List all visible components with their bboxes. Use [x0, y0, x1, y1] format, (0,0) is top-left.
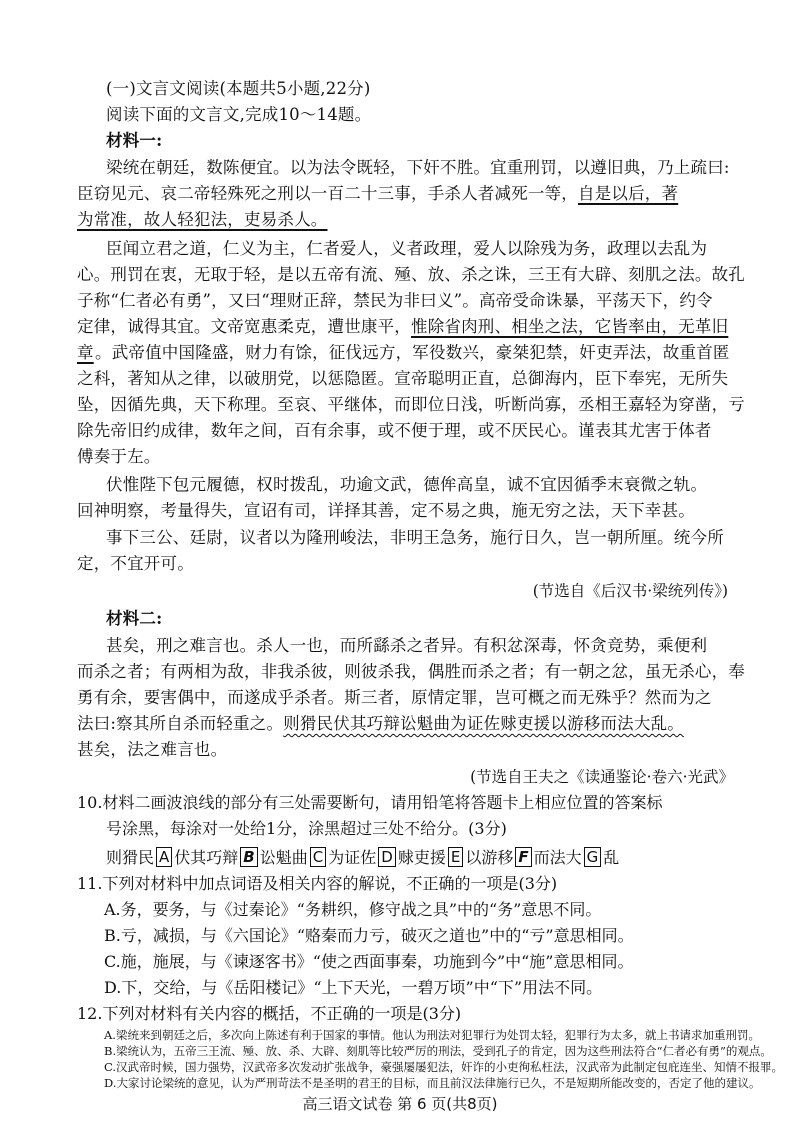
- q10-segment: 伏其巧辩: [174, 848, 239, 867]
- q10-box-d[interactable]: D: [378, 847, 396, 867]
- section-instruction: 阅读下面的文言文,完成10～14题。: [106, 105, 372, 124]
- material1-line: 心。刑罚在衷，无取于轻，是以五帝有流、殛、放、杀之诛，三王有大辟、刻肌之法。故孔: [77, 265, 745, 284]
- q10-segment: 以游移: [465, 848, 514, 867]
- underlined-sentence-part2-end: 章: [77, 343, 94, 362]
- q11-option-c[interactable]: C.施，施展，与《谏逐客书》“使之西面事秦，功施到今”中“施”意思相同。: [104, 952, 634, 971]
- material2-source: (节选自王夫之《读通鉴论·卷六·光武》: [470, 768, 734, 786]
- q12-option-b-line: B.梁统认为，五帝三王流、殛、放、杀、大辟、刻肌等比较严厉的刑法，受到孔子的肯: [104, 1044, 542, 1058]
- q10-stem: 10.材料二画波浪线的部分有三处需要断句，请用铅笔将答题卡上相应位置的答案标: [77, 793, 663, 812]
- material1-line: [77, 181, 678, 207]
- material2-label: 材料二:: [106, 609, 163, 628]
- q12-option-a-line: 处罚太轻，犯罪行为太多，就上书请求加重刑罚。: [506, 1028, 760, 1042]
- q12-option-c-line: 私枉法，汉武帝为此制定包庇连坐、知情不报罪。: [530, 1060, 784, 1074]
- q12-option-d-line: 已久，不是短期所能改变的，否定了他的建议。: [518, 1076, 761, 1090]
- q12-option-b[interactable]: [104, 1043, 772, 1059]
- material1-text: 臣窃见元、哀二帝轻殊死之刑以一百二十三事，手杀人者减死一等，: [77, 184, 578, 203]
- q10-segment: 乱: [603, 848, 620, 867]
- section-heading: (一)文言文阅读(本题共5小题,22分): [106, 79, 371, 98]
- q10-box-c[interactable]: C: [310, 847, 326, 867]
- material2-line: [77, 711, 684, 737]
- q12-option-b-line: 定，因为这些刑法符合“仁者必有勇”的观点。: [541, 1044, 772, 1058]
- q11-option-b[interactable]: B.亏，减损，与《六国论》“赂秦而力亏，破灭之道也”中的“亏”意思相同。: [104, 926, 634, 945]
- material2-line: 甚矣，刑之难言也。杀人一也，而所繇杀之者异。有积忿深毒，怀贪竞势，乘便利: [106, 636, 708, 655]
- q10-box-e[interactable]: E: [448, 847, 463, 867]
- q12-option-a[interactable]: [104, 1027, 760, 1043]
- q12-option-c-line: C.汉武帝时候，国力强势，汉武帝多次发动扩张战争，豪强屡屡犯法，奸诈的小吏徇: [104, 1060, 531, 1074]
- page-footer: 高三语文试卷 第 6 页(共8页): [302, 1095, 498, 1113]
- q10-segment: 则猾民: [106, 848, 155, 867]
- q10-segment: 为证佐: [328, 848, 377, 867]
- material1-label: 材料一:: [106, 131, 163, 150]
- material1-line: 事下三公、廷尉，议者以为隆刑峻法，非明王急务，施行日久，岂一朝所厘。统今所: [106, 528, 724, 547]
- q12-option-c[interactable]: [104, 1059, 783, 1075]
- q12-option-d-line: D.大家讨论梁统的意见，认为严刑苛法不是圣明的君王的目标，而且前汉法律施行: [104, 1076, 519, 1090]
- q12-option-d[interactable]: [104, 1075, 760, 1091]
- material2-text: 法曰:察其所自杀而轻重之。: [77, 714, 284, 733]
- material2-line: 甚矣，法之难言也。: [77, 740, 228, 759]
- material2-line: 而杀之者；有两相为敌，非我杀彼，则彼杀我，偶胜而杀之者；有一朝之忿，虽无杀心，奉: [77, 662, 745, 681]
- q10-box-f[interactable]: F: [515, 847, 531, 867]
- material1-line: 定，不宜开可。: [77, 554, 194, 573]
- q11-option-a[interactable]: A.务，要务，与《过秦论》“务耕织，修守战之具”中的“务”意思不同。: [104, 900, 602, 919]
- material1-text: 定律，诚得其宜。文帝宽惠柔克，遭世康平，: [77, 317, 411, 336]
- material1-line: 伏惟陛下包元履德，权时拨乱，功逾文武，德侔高皇，诚不宜因循季末衰微之轨。: [106, 475, 708, 494]
- underlined-sentence-part2: 惟除省肉刑、相坐之法，它皆率由，无革旧: [411, 317, 729, 336]
- material1-line: [77, 314, 728, 340]
- underlined-sentence-part1-end: 为常准，故人轻犯法，吏易杀人。: [77, 210, 328, 229]
- material1-line: [77, 340, 730, 366]
- material1-line: 梁统在朝廷，数陈便宜。以为法令既轻，下奸不胜。宜重刑罚，以遵旧典，乃上疏曰:: [106, 158, 730, 177]
- q10-segment: 而法大: [533, 848, 582, 867]
- underlined-sentence-part1: 自是以后，著: [578, 184, 679, 203]
- material2-line: 勇有余，要害偶中，而遂成乎杀者。斯三者，原情定罪，岂可概之而无殊乎？然而为之: [77, 688, 712, 707]
- material1-line: 除先帝旧约成律，数年之间，百有余事，或不便于理，或不厌民心。谨表其尤害于体者: [77, 421, 712, 440]
- q10-answer-row: [106, 845, 619, 871]
- material1-line: 傅奏于左。: [77, 447, 161, 466]
- material1-line: 坠，因循先典，天下称理。至哀、平继体，而即位日浅，听断尚寡，丞相王嘉轻为穿凿，亏: [77, 395, 745, 414]
- material1-text: 。武帝值中国隆盛，财力有馀，征伐远方，军役数兴，豪桀犯禁，奸吏弄法，故重首匿: [95, 343, 730, 362]
- q11-stem: 11.下列对材料中加点词语及相关内容的解说，不正确的一项是(3分): [77, 874, 558, 893]
- q11-option-d[interactable]: D.下，交给，与《岳阳楼记》“上下天光，一碧万顷”中“下”用法不同。: [104, 978, 603, 997]
- q10-box-b[interactable]: B: [240, 847, 257, 867]
- wavy-underlined-sentence: 则猾民伏其巧辩讼魁曲为证佐赇吏援以游移而法大乱。: [283, 714, 684, 733]
- q10-box-g[interactable]: G: [584, 847, 602, 867]
- material1-source: (节选自《后汉书·梁统列传》): [532, 582, 728, 600]
- q10-segment: 讼魁曲: [259, 848, 308, 867]
- material1-line: 子称“仁者必有勇”，又曰“理财正辞，禁民为非曰义”。高帝受命诛暴，平荡天下，约令: [77, 291, 713, 310]
- material1-line: 之科，著知从之律，以破朋党，以惩隐匿。宣帝聪明正直，总御海内，臣下奉宪，无所失: [77, 369, 729, 388]
- q10-stem: 号涂黑，每涂对一处给1分，涂黑超过三处不给分。(3分): [106, 819, 507, 838]
- q10-segment: 赇吏援: [397, 848, 446, 867]
- q12-stem: 12.下列对材料有关内容的概括，不正确的一项是(3分): [77, 1004, 462, 1023]
- q12-option-a-line: A.梁统来到朝廷之后，多次向上陈述有利于国家的事情。他认为刑法对犯罪行为: [104, 1028, 507, 1042]
- q10-box-a[interactable]: A: [156, 847, 172, 867]
- material1-line: 回神明察，考量得失，宣诏有司，详择其善，定不易之典，施无穷之法，天下幸甚。: [77, 501, 695, 520]
- material1-line: 臣闻立君之道，仁义为主，仁者爱人，义者政理，爱人以除残为务，政理以去乱为: [106, 239, 708, 258]
